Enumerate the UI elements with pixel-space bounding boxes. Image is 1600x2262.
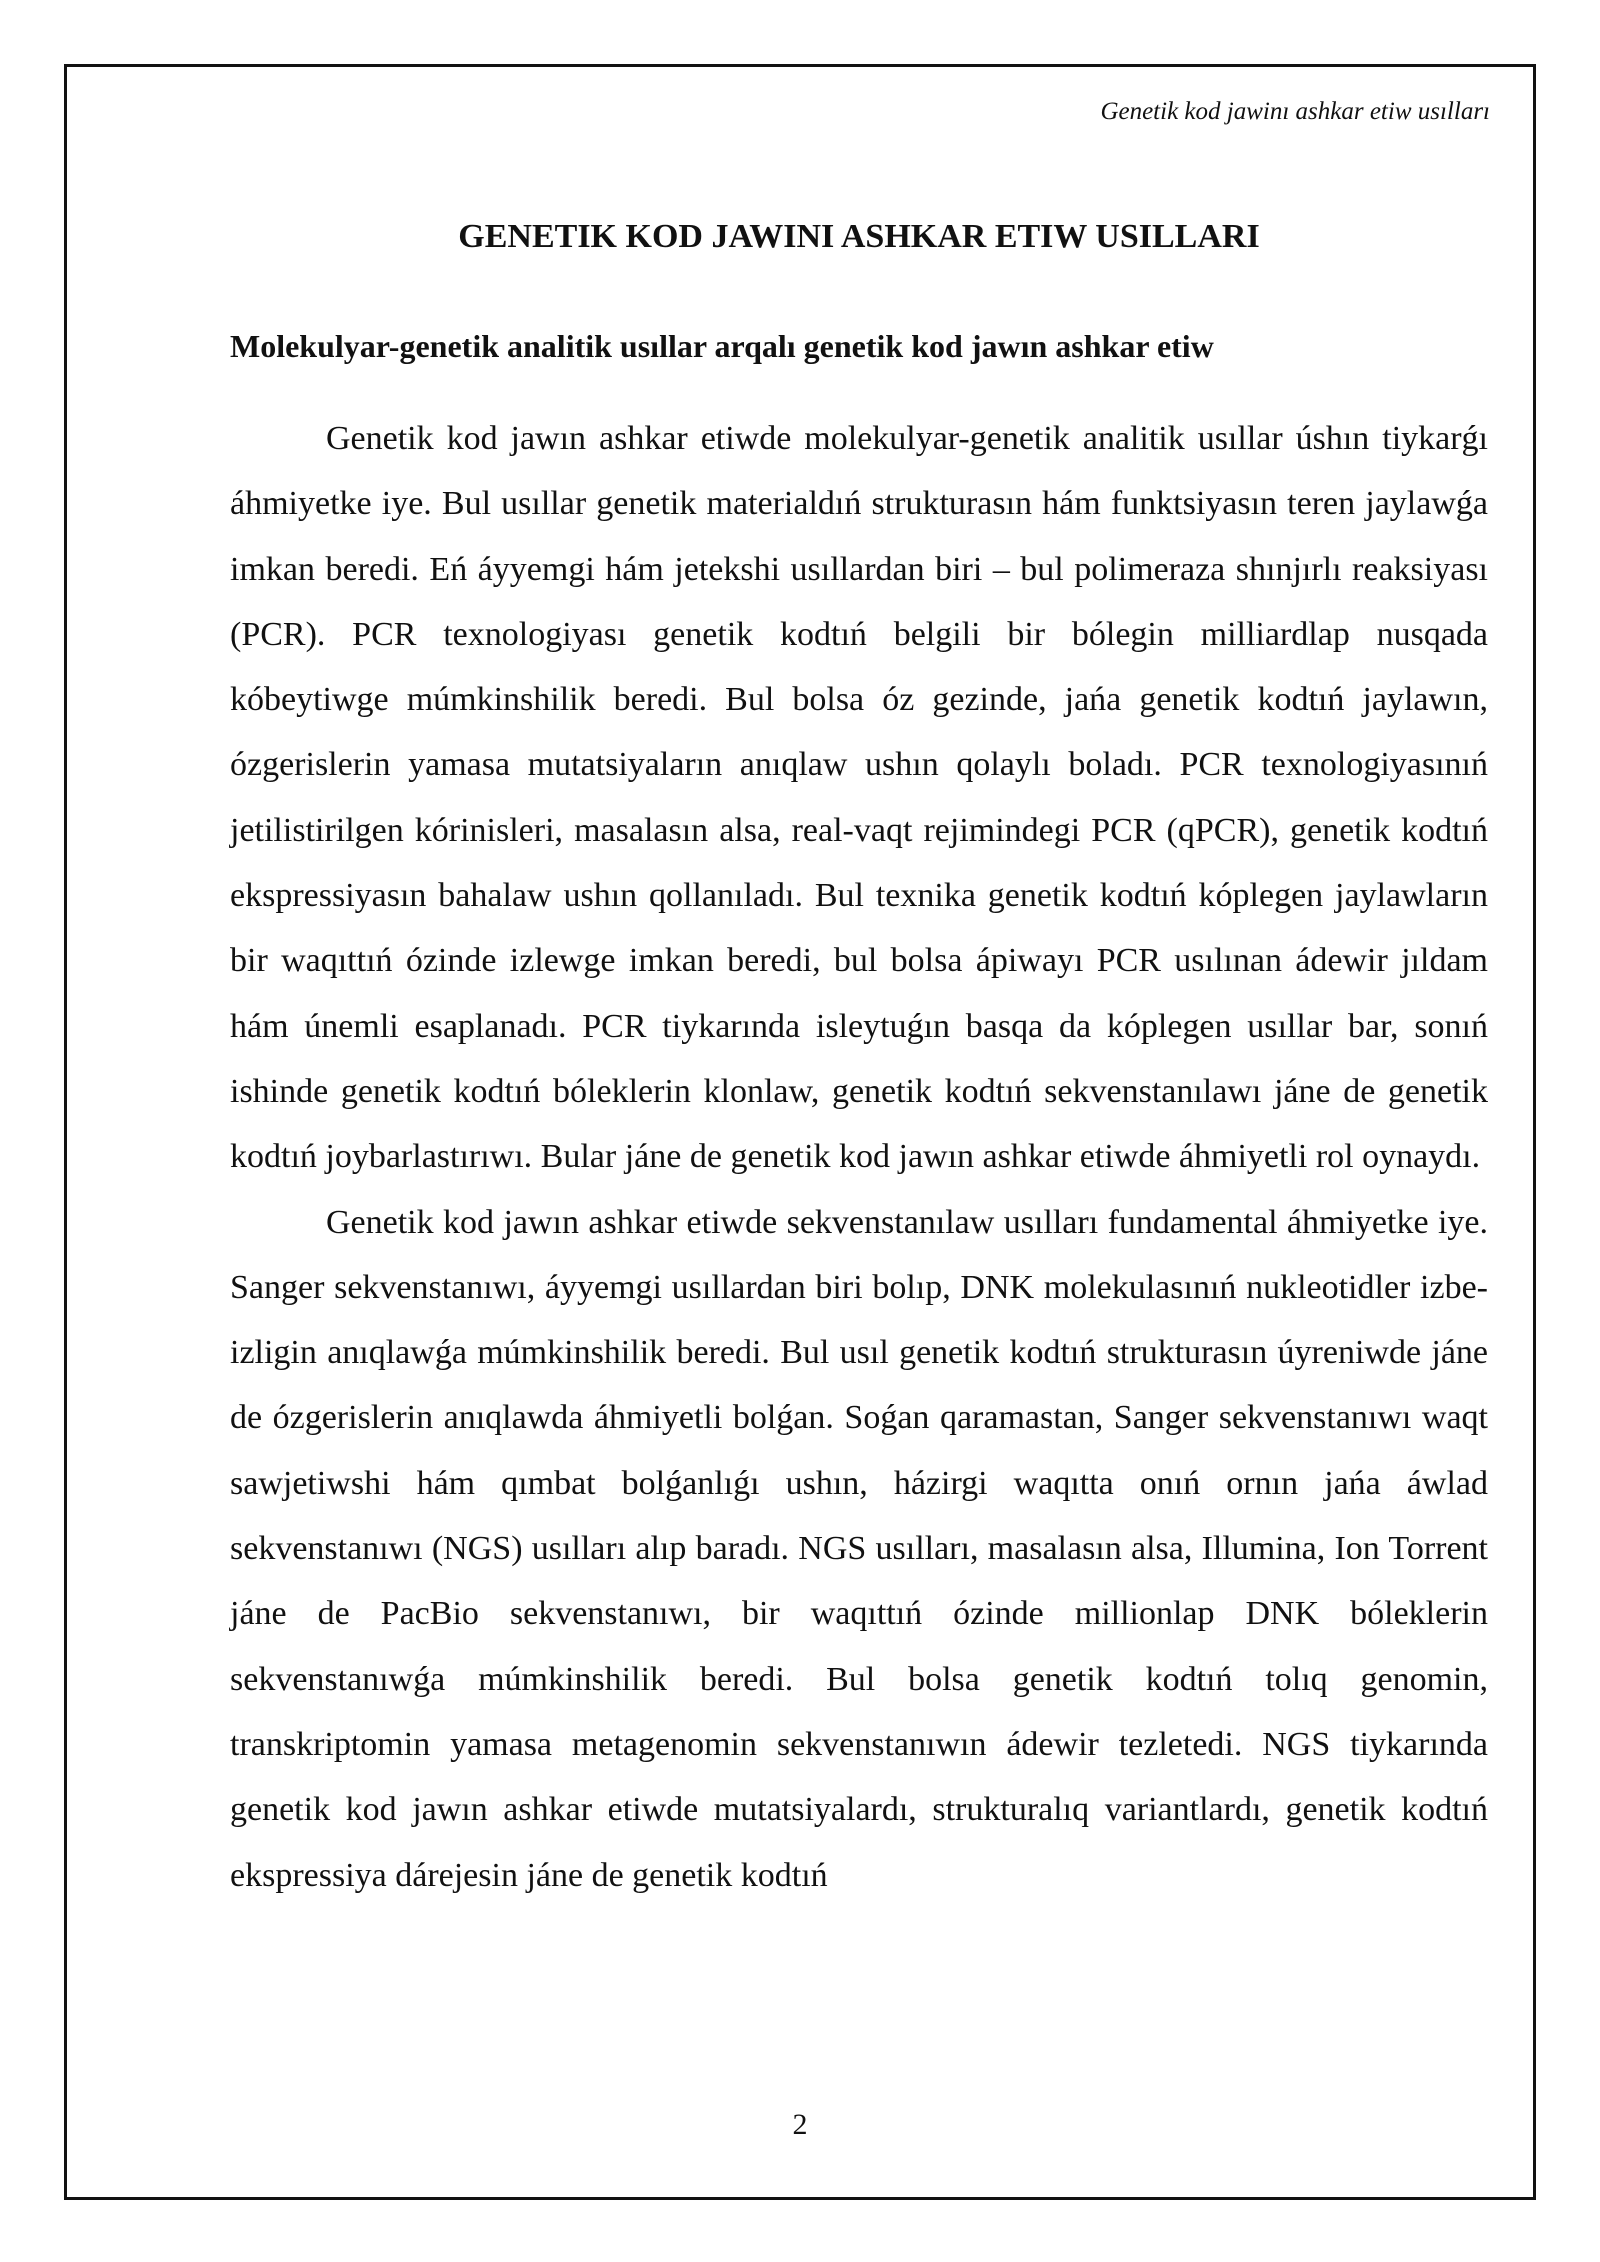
page-number: 2 — [792, 2108, 808, 2141]
paragraph-2: Genetik kod jawın ashkar etiwde sekvenstanılaw usılları fundamental áhmiyetke iye. Sanger sekvenstanıwı, áyyemgi usıllardan biri bolıp, DNK molekulasınıń nukleotidler izbe-izligin anıqlawǵa múmkinshilik beredi. Bul usıl genetik kodtıń strukturasın úyreniwde jáne de ózgerislerin anıqlawda áhmiyetli bolǵan. Soǵan qaramastan, Sanger sekvenstanıwı waqt sawjetiwshi hám qımbat bolǵanlıǵı ushın, házirgi waqıtta onıń ornın jańa áwlad sekvenstanıwı (NGS) usılları alıp baradı. NGS usılları, masalasın alsa, Illumina, Ion Torrent jáne de PacBio sekvenstanıwı, bir waqıttıń ózinde millionlap DNK bóleklerin sekvenstanıwǵa múmkinshilik beredi. Bul bolsa genetik kodtıń tolıq genomin, transkriptomin yamasa metagenomin sekvenstanıwın ádewir tezletedi. NGS tiykarında genetik kod jawın ashkar etiwde mutatsiyalardı, strukturalıq variantlardı, genetik kodtıń ekspressiya dárejesin jáne de genetik kodtıń — [230, 1203, 1488, 1894]
document-title: GENETIK KOD JAWINI ASHKAR ETIW USILLARI — [458, 218, 1260, 255]
section-heading: Molekulyar-genetik analitik usıllar arqalı genetik kod jawın ashkar etiw — [230, 328, 1214, 364]
paragraph-1: Genetik kod jawın ashkar etiwde molekulyar-genetik analitik usıllar úshın tiykarǵı áhmiyetke iye. Bul usıllar genetik materialdıń strukturasın hám funktsiyasın teren jaylawǵa imkan beredi. Eń áyyemgi hám jetekshi usıllardan biri – bul polimeraza shınjırlı reaksiyası (PCR). PCR texnologiyası genetik kodtıń belgili bir bólegin milliardlap nusqada kóbeytiwge múmkinshilik beredi. Bul bolsa óz gezinde, jańa genetik kodtıń jaylawın, ózgerislerin yamasa mutatsiyaların anıqlaw ushın qolaylı boladı. PCR texnologiyasınıń jetilistirilgen kórinisleri, masalasın alsa, real-vaqt rejimindegi PCR (qPCR), genetik kodtıń ekspressiyasın bahalaw ushın qollanıladı. Bul texnika genetik kodtıń kóplegen jaylawların bir waqıttıń ózinde izlewge imkan beredi, bul bolsa ápiwayı PCR usılınan ádewir jıldam hám únemli esaplanadı. PCR tiykarında isleytuǵın basqa da kóplegen usıllar bar, sonıń ishinde genetik kodtıń bóleklerin klonlaw, genetik kodtıń sekvenstanılawı jáne de genetik kodtıń joybarlastırıwı. Bular jáne de genetik kod jawın ashkar etiwde áhmiyetli rol oynaydı. — [230, 420, 1488, 1176]
running-header: Genetik kod jawinı ashkar etiw usılları — [1100, 98, 1490, 125]
body-text — [230, 406, 1488, 1908]
